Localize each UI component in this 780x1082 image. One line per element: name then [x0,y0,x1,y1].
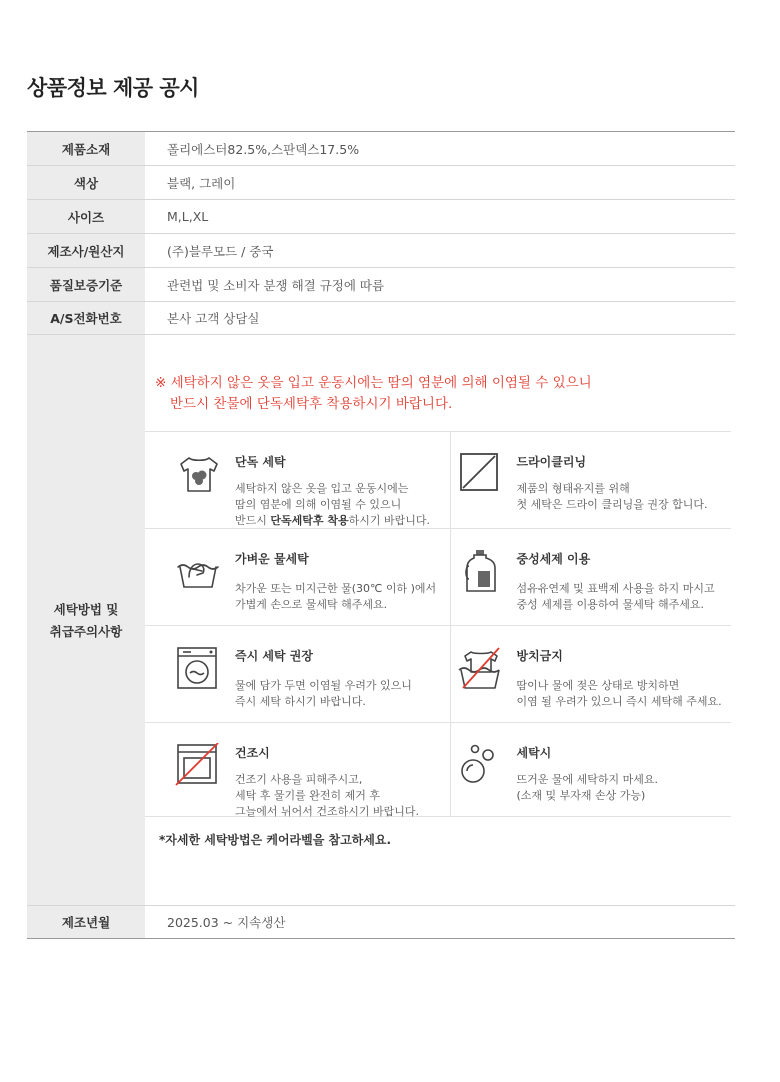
no-soak-icon [457,646,505,690]
desc-line: 중성 세제를 이용하여 물세탁 해주세요. [516,598,704,611]
care-item-title: 즉시 세탁 권장 [235,649,313,663]
desc-line: 섬유유연제 및 표백제 사용을 하지 마시고 [516,582,715,595]
care-item-title: 건조시 [235,746,270,760]
care-item-title: 중성세제 이용 [516,552,591,566]
row-label: 품질보증기준 [27,268,145,302]
row-label: 제품소재 [27,132,145,166]
desc-line [235,513,430,529]
desc-emphasis: 단독세탁후 착용 [270,514,349,527]
table-row [27,132,735,166]
care-item-title: 세탁시 [516,746,552,760]
care-item-desc [235,581,436,613]
no-dryer-icon [175,743,223,787]
desc-line: 땀의 염분에 의해 이염될 수 있으니 [235,498,402,511]
care-item [145,432,451,528]
care-grid-row [145,529,731,626]
care-item-desc [235,772,419,820]
care-item-desc [517,772,659,804]
desc-line: 물에 담가 두면 이염될 우려가 있으니 [235,679,412,692]
row-label: 색상 [27,166,145,200]
table-row [27,268,735,302]
row-value: M,L,XL [145,200,735,234]
care-item [145,723,451,816]
row-value: 블랙, 그레이 [145,166,735,200]
desc-line: 세탁 후 물기를 완전히 제거 후 [235,789,380,802]
care-item-title: 가벼운 물세탁 [235,552,309,566]
table-row [27,906,735,939]
row-value: 본사 고객 상담실 [145,302,735,335]
desc-text: 하시기 바랍니다. [348,514,430,527]
care-item-desc [517,481,708,513]
table-row [27,234,735,268]
row-label: 제조년월 [27,906,145,939]
care-item [451,432,732,528]
row-value: (주)블루모드 / 중국 [145,234,735,268]
care-instructions-grid [145,431,731,817]
desc-line: 가볍게 손으로 물세탁 해주세요. [235,598,388,611]
care-item-title: 드라이클리닝 [516,455,587,469]
desc-text: 반드시 [235,514,271,527]
bubbles-icon [457,743,505,787]
page-title: 상품정보 제공 공시 [27,76,199,100]
care-item [145,626,451,722]
desc-line: 땀이나 물에 젖은 상태로 방치하면 [516,679,680,692]
table-row [27,166,735,200]
care-item [451,529,732,625]
row-label: 제조사/원산지 [27,234,145,268]
care-item-desc [235,481,430,529]
row-value: 폴리에스터82.5%,스판덱스17.5% [145,132,735,166]
desc-line: (소재 및 부자재 손상 가능) [516,789,646,802]
care-label [27,335,145,906]
row-label: 사이즈 [27,200,145,234]
care-grid-row [145,432,731,529]
row-label: A/S전화번호 [27,302,145,335]
care-grid-row [145,626,731,723]
product-info-table [27,131,735,939]
care-label-line2: 취급주의사항 [49,624,123,639]
care-item-desc [235,678,412,710]
desc-line: 즉시 세탁 하시기 바랍니다. [235,695,366,708]
care-item-title: 방치금지 [516,649,563,663]
hand-wash-icon [175,549,223,593]
desc-line: 그늘에서 뉘어서 건조하시기 바랍니다. [235,805,420,818]
care-item [145,529,451,625]
warning-line2: 반드시 찬물에 단독세탁후 착용하시기 바랍니다. [170,396,453,412]
row-value: 2025.03 ~ 지속생산 [145,906,735,939]
desc-line: 건조기 사용을 피해주시고, [235,773,363,786]
desc-line: 뜨거운 물에 세탁하지 마세요. [516,773,658,786]
table-row [27,200,735,234]
washing-machine-icon [175,646,223,690]
dry-clean-icon [457,452,505,496]
desc-line: 차가운 또는 미지근한 물(30℃ 이하 )에서 [235,582,437,595]
care-label-line1: 세탁방법 및 [53,602,119,617]
desc-line: 제품의 형태유지를 위해 [516,482,630,495]
tshirt-wash-icon [175,452,223,496]
care-grid-row [145,723,731,817]
warning-line1: ※ 세탁하지 않은 옷을 입고 운동시에는 땀의 염분에 의해 이염될 수 있으니 [155,375,592,391]
row-value: 관련법 및 소비자 분쟁 해결 규정에 따름 [145,268,735,302]
care-label-note: *자세한 세탁방법은 케어라벨을 참고하세요. [159,833,392,847]
care-content [145,335,735,906]
care-item [451,723,732,816]
care-warning [155,373,735,415]
table-row [27,302,735,335]
care-item [451,626,732,722]
desc-line: 첫 세탁은 드라이 클리닝을 권장 합니다. [516,498,708,511]
care-item-desc [517,678,722,710]
care-row [27,335,735,906]
care-item-title: 단독 세탁 [235,455,286,469]
desc-line: 이염 될 우려가 있으니 즉시 세탁해 주세요. [516,695,722,708]
detergent-bottle-icon [457,549,505,593]
care-item-desc [517,581,715,613]
desc-line: 세탁하지 않은 옷을 입고 운동시에는 [235,482,409,495]
